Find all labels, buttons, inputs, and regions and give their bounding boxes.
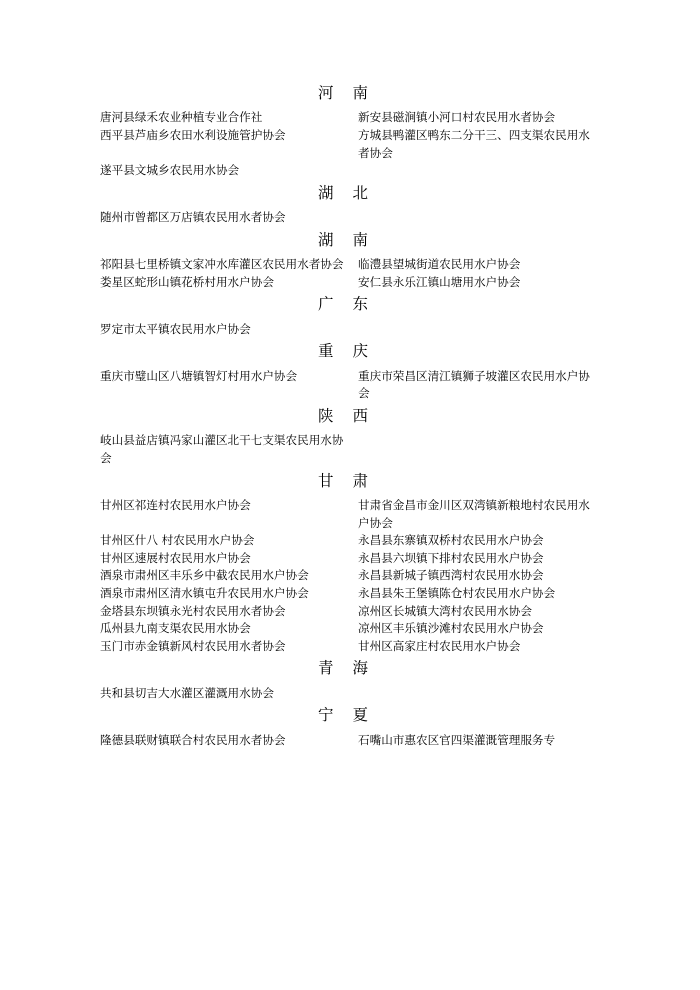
entry-right: 甘肃省金昌市金川区双湾镇新粮地村农民用水户协会	[358, 497, 590, 530]
entry-right: 方城县鸭灌区鸭东二分干三、四支渠农民用水者协会	[358, 127, 590, 160]
table-row	[100, 162, 600, 180]
province-heading: 重 庆	[318, 342, 375, 361]
entry-left: 祁阳县七里桥镇文家冲水库灌区农民用水者协会	[100, 257, 344, 272]
table-row	[100, 550, 600, 568]
entry-rows	[100, 732, 600, 750]
entry-rows	[100, 432, 600, 467]
entry-left: 瓜州县九南支渠农民用水协会	[100, 621, 251, 636]
entry-rows	[100, 209, 600, 227]
province-section-gansu	[100, 472, 600, 656]
entry-left: 共和县切吉大水灌区灌溉用水协会	[100, 685, 274, 700]
table-row	[100, 256, 600, 274]
entry-left: 随州市曾都区万店镇农民用水者协会	[100, 210, 286, 225]
table-row	[100, 603, 600, 621]
entry-left: 娄星区蛇形山镇花桥村用水户协会	[100, 274, 274, 289]
entry-right: 凉州区丰乐镇沙滩村农民用水户协会	[358, 621, 544, 636]
entry-right: 永昌县六坝镇下排村农民用水户协会	[358, 550, 544, 565]
province-section-shaanxi	[100, 407, 600, 468]
table-row	[100, 638, 600, 656]
entry-left: 遂平县文城乡农民用水协会	[100, 163, 240, 178]
province-heading: 甘 肃	[318, 471, 375, 490]
entry-right: 石嘴山市惠农区官四渠灌溉管理服务专	[358, 732, 556, 747]
entry-left: 西平县芦庙乡农田水利设施管护协会	[100, 127, 286, 142]
table-row	[100, 432, 600, 467]
entry-rows	[100, 256, 600, 291]
table-row	[100, 321, 600, 339]
province-section-ningxia	[100, 706, 600, 749]
entry-left: 酒泉市肃州区丰乐乡中截农民用水户协会	[100, 568, 309, 583]
entry-right: 永昌县新城子镇西湾村农民用水协会	[358, 568, 544, 583]
province-section-hunan	[100, 231, 600, 292]
province-heading: 宁 夏	[318, 706, 375, 725]
entry-left: 隆德县联财镇联合村农民用水者协会	[100, 732, 286, 747]
province-section-hubei	[100, 184, 600, 227]
table-row	[100, 532, 600, 550]
entry-left: 甘州区祁连村农民用水户协会	[100, 497, 251, 512]
table-row	[100, 732, 600, 750]
entry-left: 金塔县东坝镇永光村农民用水者协会	[100, 603, 286, 618]
table-row	[100, 620, 600, 638]
table-row	[100, 585, 600, 603]
table-row	[100, 497, 600, 532]
table-row	[100, 368, 600, 403]
entry-rows	[100, 685, 600, 703]
table-row	[100, 127, 600, 162]
document-body	[100, 84, 600, 749]
entry-left: 岐山县益店镇冯家山灌区北干七支渠农民用水协会	[100, 433, 344, 465]
table-row	[100, 209, 600, 227]
table-row	[100, 274, 600, 292]
entry-left: 甘州区什八 村农民用水户协会	[100, 533, 255, 548]
entry-right: 重庆市荣昌区清江镇狮子坡灌区农民用水户协会	[358, 368, 590, 401]
entry-rows	[100, 321, 600, 339]
entry-rows	[100, 497, 600, 655]
table-row	[100, 109, 600, 127]
table-row	[100, 685, 600, 703]
entry-right: 永昌县朱王堡镇陈仓村农民用水户协会	[358, 585, 556, 600]
entry-rows	[100, 368, 600, 403]
province-section-henan	[100, 84, 600, 180]
entry-left: 酒泉市肃州区清水镇屯升农民用水户协会	[100, 585, 309, 600]
province-heading: 河 南	[318, 84, 375, 102]
province-heading: 湖 南	[318, 230, 375, 249]
entry-right: 凉州区长城镇大湾村农民用水协会	[358, 603, 532, 618]
province-heading: 湖 北	[318, 183, 375, 202]
entry-right: 甘州区高家庄村农民用水户协会	[358, 638, 521, 653]
province-section-chongqing	[100, 342, 600, 403]
entry-left: 玉门市赤金镇新风村农民用水者协会	[100, 638, 286, 653]
table-row	[100, 567, 600, 585]
province-section-guangdong	[100, 295, 600, 338]
province-section-qinghai	[100, 659, 600, 702]
entry-right: 临澧县望城街道农民用水户协会	[358, 257, 521, 272]
entry-left: 唐河县绿禾农业种植专业合作社	[100, 110, 263, 125]
entry-right: 永昌县东寨镇双桥村农民用水户协会	[358, 533, 544, 548]
province-heading: 青 海	[318, 659, 375, 678]
entry-right: 新安县磁涧镇小河口村农民用水者协会	[358, 110, 556, 125]
entry-left: 重庆市璧山区八塘镇智灯村用水户协会	[100, 368, 298, 383]
province-heading: 陕 西	[318, 406, 375, 425]
entry-right: 安仁县永乐江镇山塘用水户协会	[358, 274, 521, 289]
entry-left: 罗定市太平镇农民用水户协会	[100, 321, 251, 336]
entry-left: 甘州区速展村农民用水户协会	[100, 550, 251, 565]
province-heading: 广 东	[318, 295, 375, 314]
entry-rows	[100, 109, 600, 179]
